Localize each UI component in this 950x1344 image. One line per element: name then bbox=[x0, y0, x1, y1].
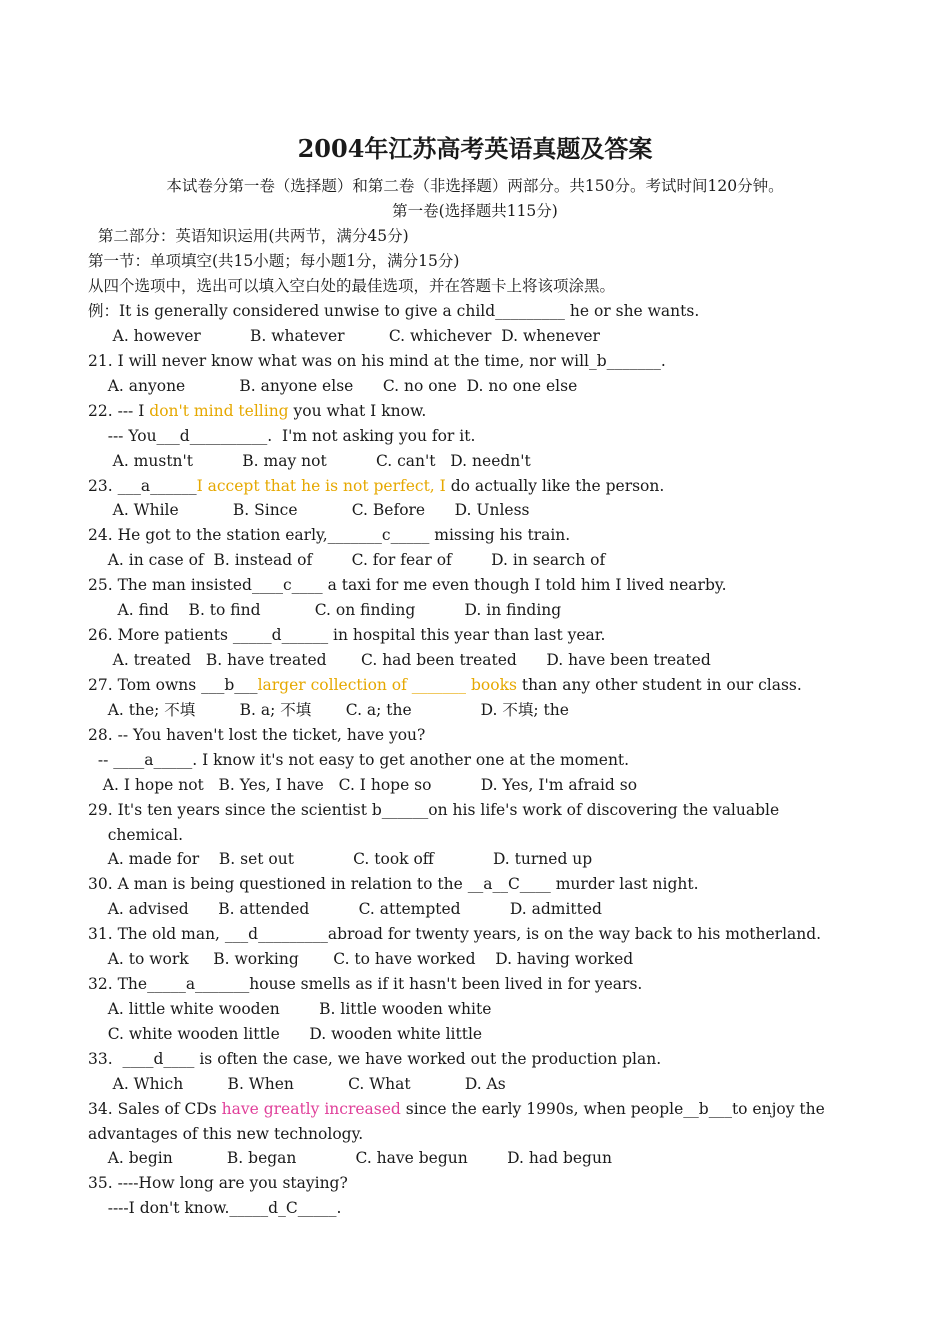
q21-options: A. anyone B. anyone else C. no one D. no one else bbox=[88, 377, 578, 395]
q29-stem-cont: chemical. bbox=[88, 826, 184, 844]
q32-options-ab: A. little white wooden B. little wooden white bbox=[88, 1000, 492, 1018]
q35-reply: ----I don't know._____d_C_____. bbox=[88, 1199, 342, 1217]
q23-options: A. While B. Since C. Before D. Unless bbox=[88, 501, 530, 519]
q24-stem: 24. He got to the station early,_______c_____ missing his train. bbox=[88, 526, 571, 544]
part2-heading: 第二部分：英语知识运用(共两节，满分45分) bbox=[88, 227, 409, 245]
q34-stem bbox=[88, 1099, 825, 1119]
example-options: A. however B. whatever C. whichever D. whenever bbox=[88, 327, 600, 345]
q22-stem bbox=[88, 401, 426, 421]
exam-intro: 本试卷分第一卷（选择题）和第二卷（非选择题）两部分。共150分。考试时间120分钟。 bbox=[166, 177, 784, 195]
q28-stem: 28. -- You haven't lost the ticket, have you? bbox=[88, 726, 426, 744]
q34-stem-c: since the early 1990s, when people__b___to enjoy the bbox=[400, 1100, 825, 1118]
q34-options: A. begin B. began C. have begun D. had begun bbox=[88, 1149, 612, 1167]
q22-reply: --- You___d__________. I'm not asking you for it. bbox=[88, 427, 476, 445]
q23-highlight: I accept that he is not perfect, I bbox=[196, 477, 446, 495]
instruction-text: 从四个选项中，选出可以填入空白处的最佳选项，并在答题卡上将该项涂黑。 bbox=[88, 277, 616, 295]
q34-stem-cont: advantages of this new technology. bbox=[88, 1125, 364, 1143]
q32-options-cd: C. white wooden little D. wooden white little bbox=[88, 1025, 483, 1043]
q22-stem-a: 22. --- I bbox=[88, 402, 150, 420]
q27-stem-c: than any other student in our class. bbox=[516, 676, 802, 694]
volume-heading: 第一卷(选择题共115分) bbox=[392, 202, 558, 220]
q35-stem: 35. ----How long are you staying? bbox=[88, 1174, 348, 1192]
q31-stem: 31. The old man, ___d_________abroad for twenty years, is on the way back to his motherland. bbox=[88, 925, 822, 943]
q27-stem-a: 27. Tom owns ___b___ bbox=[88, 676, 258, 694]
q31-options: A. to work B. working C. to have worked D. having worked bbox=[88, 950, 634, 968]
q33-options: A. Which B. When C. What D. As bbox=[88, 1075, 506, 1093]
q29-stem: 29. It's ten years since the scientist b______on his life's work of discovering the valuable bbox=[88, 801, 780, 819]
q23-stem-c: do actually like the person. bbox=[445, 477, 665, 495]
q23-stem-a: 23. ___a______ bbox=[88, 477, 197, 495]
q26-options: A. treated B. have treated C. had been treated D. have been treated bbox=[88, 651, 711, 669]
q22-options: A. mustn't B. may not C. can't D. needn't bbox=[88, 452, 531, 470]
q34-stem-a: 34. Sales of CDs bbox=[88, 1100, 222, 1118]
q33-stem: 33. ____d____ is often the case, we have worked out the production plan. bbox=[88, 1050, 662, 1068]
q27-options: A. the; 不填 B. a; 不填 C. a; the D. 不填; the bbox=[88, 701, 569, 719]
q34-highlight: have greatly increased bbox=[221, 1100, 401, 1118]
q32-stem: 32. The_____a_______house smells as if it hasn't been lived in for years. bbox=[88, 975, 643, 993]
q28-reply: -- ____a_____. I know it's not easy to get another one at the moment. bbox=[88, 751, 630, 769]
q27-highlight: larger collection of _______ books bbox=[257, 676, 517, 694]
q25-stem: 25. The man insisted____c____ a taxi for me even though I told him I lived nearby. bbox=[88, 576, 727, 594]
page-title: 2004年江苏高考英语真题及答案 bbox=[297, 134, 653, 163]
q23-stem bbox=[88, 476, 664, 496]
q22-stem-c: you what I know. bbox=[288, 402, 427, 420]
q24-options: A. in case of B. instead of C. for fear of D. in search of bbox=[88, 551, 606, 569]
q22-highlight: don't mind telling bbox=[149, 402, 289, 420]
q21-stem: 21. I will never know what was on his mind at the time, nor will_b_______. bbox=[88, 352, 666, 370]
example-question: 例：It is generally considered unwise to give a child_________ he or she wants. bbox=[88, 302, 700, 320]
q28-options: A. I hope not B. Yes, I have C. I hope so D. Yes, I'm afraid so bbox=[88, 776, 638, 794]
q29-options: A. made for B. set out C. took off D. turned up bbox=[88, 850, 593, 868]
q25-options: A. find B. to find C. on finding D. in finding bbox=[88, 601, 562, 619]
q30-options: A. advised B. attended C. attempted D. admitted bbox=[88, 900, 602, 918]
q26-stem: 26. More patients _____d______ in hospital this year than last year. bbox=[88, 626, 606, 644]
q30-stem: 30. A man is being questioned in relation to the __a__C____ murder last night. bbox=[88, 875, 699, 893]
section1-heading: 第一节：单项填空(共15小题；每小题1分，满分15分) bbox=[88, 252, 460, 270]
q27-stem bbox=[88, 675, 802, 695]
